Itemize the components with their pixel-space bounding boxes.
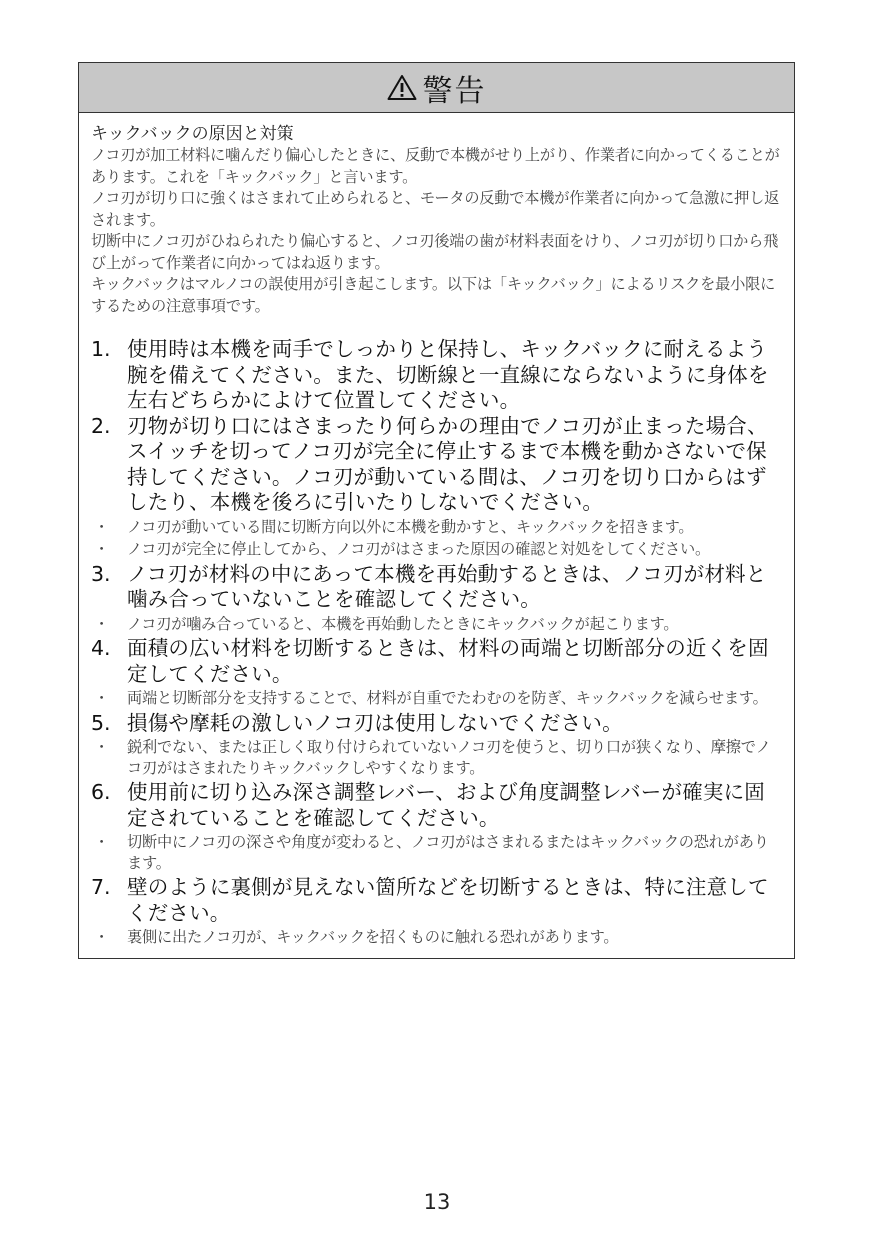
item-text: ノコ刃が動いている間に切断方向以外に本機を動かすと、キックバックを招きます。 [127,517,694,536]
item-number: 2. [91,413,111,438]
item-text: 刃物が切り口にはさまったり何らかの理由でノコ刃が止まった場合、スイッチを切ってノコ刃が完全に停止するまで本機を動かさないで保持してください。ノコ刃が動いている間は、ノコ刃を切り口からはずしたり、本機を後ろに引いたりしないでください。 [127,413,768,514]
bullet-item [91,614,783,635]
intro-paragraph: ノコ刃が切り口に強くはさまれて止められると、モータの反動で本機が作業者に向かって急激に押し返されます。 [91,189,780,229]
item-number: 6. [91,780,111,804]
intro-paragraph: ノコ刃が加工材料に噛んだり偏心したときに、反動で本機がせり上がり、作業者に向かってくることがあります。これを「キックバック」と言います。 [91,146,780,186]
bullet-marker: ・ [94,833,110,851]
bullet-item [91,832,783,873]
item-text: 両端と切断部分を支持することで、材料が自重でたわむのを防ぎ、キックバックを減らせます。 [127,689,768,707]
bullet-item [91,927,783,948]
bullet-marker: ・ [94,689,110,707]
numbered-item [91,711,783,737]
item-number: 1. [91,337,111,361]
intro-paragraph: 切断中にノコ刃がひねられたり偏心すると、ノコ刃後端の歯が材料表面をけり、ノコ刃が切り口から飛び上がって作業者に向かってはね返ります。 [91,232,779,272]
item-number: 5. [91,710,111,735]
item-text: 切断中にノコ刃の深さや角度が変わると、ノコ刃がはさまれるまたはキックバックの恐れがあります。 [127,833,769,872]
bullet-marker: ・ [94,614,110,633]
item-number: 7. [91,875,111,899]
bullet-marker: ・ [94,540,110,558]
item-text: 壁のように裏側が見えない箇所などを切断するときは、特に注意してください。 [127,875,769,925]
bullet-marker: ・ [94,928,110,946]
bullet-marker: ・ [94,738,110,756]
item-text: 面積の広い材料を切断するときは、材料の両端と切断部分の近くを固定してください。 [127,636,769,686]
numbered-item [91,414,783,516]
numbered-item [91,875,783,926]
bullet-item [91,539,783,560]
intro-paragraphs [91,145,783,317]
item-text: ノコ刃が完全に停止してから、ノコ刃がはさまった原因の確認と対処をしてください。 [127,540,710,558]
item-text: ノコ刃が噛み合っていると、本機を再始動したときにキックバックが起こります。 [127,614,679,633]
precaution-list [91,337,783,948]
item-text: 使用時は本機を両手でしっかりと保持し、キックバックに耐えるよう腕を備えてください。また、切断線と一直線にならないように身体を左右どちらかによけて位置してください。 [127,337,769,412]
item-text: 裏側に出たノコ刃が、キックバックを招くものに触れる恐れがあります。 [127,928,619,946]
bullet-item [91,517,783,538]
warning-box [78,62,795,959]
item-number: 3. [91,561,111,586]
section-heading: キックバックの原因と対策 [91,124,294,144]
item-text: 損傷や摩耗の激しいノコ刃は使用しないでください。 [127,710,623,735]
numbered-item [91,337,783,414]
warning-body [79,113,794,958]
bullet-item [91,688,783,709]
intro-paragraph: キックバックはマルノコの誤使用が引き起こします。以下は「キックバック」によるリスクを最小限にするための注意事項です。 [91,275,776,315]
numbered-item [91,780,783,831]
item-text: ノコ刃が材料の中にあって本機を再始動するときは、ノコ刃が材料と噛み合っていないことを確認してください。 [127,561,767,611]
item-text: 鋭利でない、または正しく取り付けられていないノコ刃を使うと、切り口が狭くなり、摩擦でノコ刃がはさまれたりキックバックしやすくなります。 [127,738,771,777]
item-number: 4. [91,636,111,660]
bullet-marker: ・ [94,517,110,536]
warning-triangle-icon [387,74,417,101]
numbered-item [91,562,783,613]
warning-title: 警告 [422,73,487,109]
item-text: 使用前に切り込み深さ調整レバー、および角度調整レバーが確実に固定されていることを確認してください。 [127,780,766,830]
warning-header [79,63,794,113]
numbered-item [91,636,783,687]
page-number: 13 [423,1190,451,1214]
bullet-item [91,737,783,778]
